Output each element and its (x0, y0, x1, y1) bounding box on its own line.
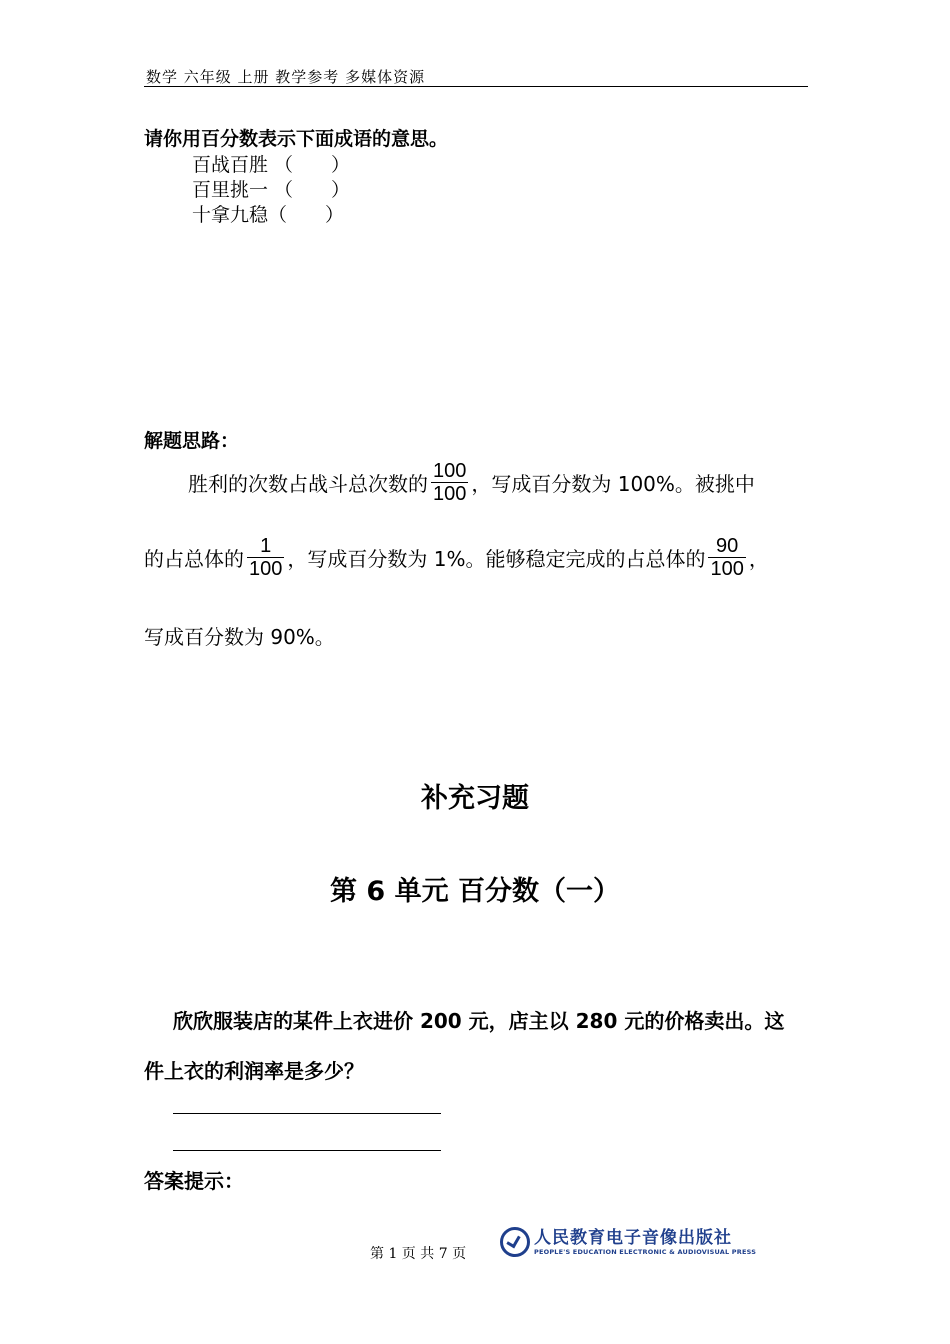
fraction-numerator: 1 (260, 535, 272, 557)
publisher-emblem-icon (500, 1227, 530, 1257)
supplement-title: 补充习题 (421, 783, 529, 814)
problem-line-1: 欣欣服装店的某件上衣进价 200 元，店主以 280 元的价格卖出。这 (173, 1009, 785, 1033)
publisher-name-en: PEOPLE'S EDUCATION ELECTRONIC & AUDIOVISUAL PRESS (534, 1247, 757, 1256)
publisher-name-cn: 人民教育电子音像出版社 (534, 1227, 732, 1248)
solution-heading: 解题思路： (144, 430, 240, 452)
answer-blank-2 (173, 1150, 441, 1151)
fraction-90-100 (708, 535, 745, 580)
fraction-denominator: 100 (249, 558, 283, 580)
unit-title: 第 6 单元 百分数（一） (330, 876, 620, 907)
fraction-100-100 (431, 460, 468, 505)
question-prompt: 请你用百分数表示下面成语的意思。 (144, 128, 449, 150)
idiom-item-2: 百里挑一 （ ） (192, 179, 351, 201)
idiom-item-3: 十拿九稳（ ） (192, 204, 345, 226)
solution-line-2 (144, 535, 769, 580)
fraction-denominator: 100 (710, 558, 744, 580)
problem-line-2: 件上衣的利润率是多少？ (144, 1059, 364, 1083)
solution-text: 胜利的次数占战斗总次数的 (188, 472, 428, 496)
fraction-1-100 (247, 535, 284, 580)
page-number: 第 1 页 共 7 页 (370, 1246, 467, 1262)
fraction-numerator: 90 (716, 535, 739, 557)
fraction-denominator: 100 (433, 483, 467, 505)
answer-blank-1 (173, 1113, 441, 1114)
solution-text: ，写成百分数为 1%。能够稳定完成的占总体的 (287, 547, 706, 571)
solution-text: ，写成百分数为 100%。被挑中 (471, 472, 755, 496)
publisher-logo (500, 1227, 756, 1257)
header-divider (144, 86, 808, 87)
solution-text: ， (748, 547, 769, 571)
fraction-numerator: 100 (433, 460, 467, 482)
solution-line-1 (188, 460, 755, 505)
idiom-item-1: 百战百胜 （ ） (192, 154, 351, 176)
answer-heading: 答案提示： (144, 1169, 244, 1193)
header-title: 数学 六年级 上册 教学参考 多媒体资源 (146, 68, 426, 86)
solution-line-3: 写成百分数为 90%。 (144, 625, 335, 649)
solution-text: 的占总体的 (144, 547, 244, 571)
